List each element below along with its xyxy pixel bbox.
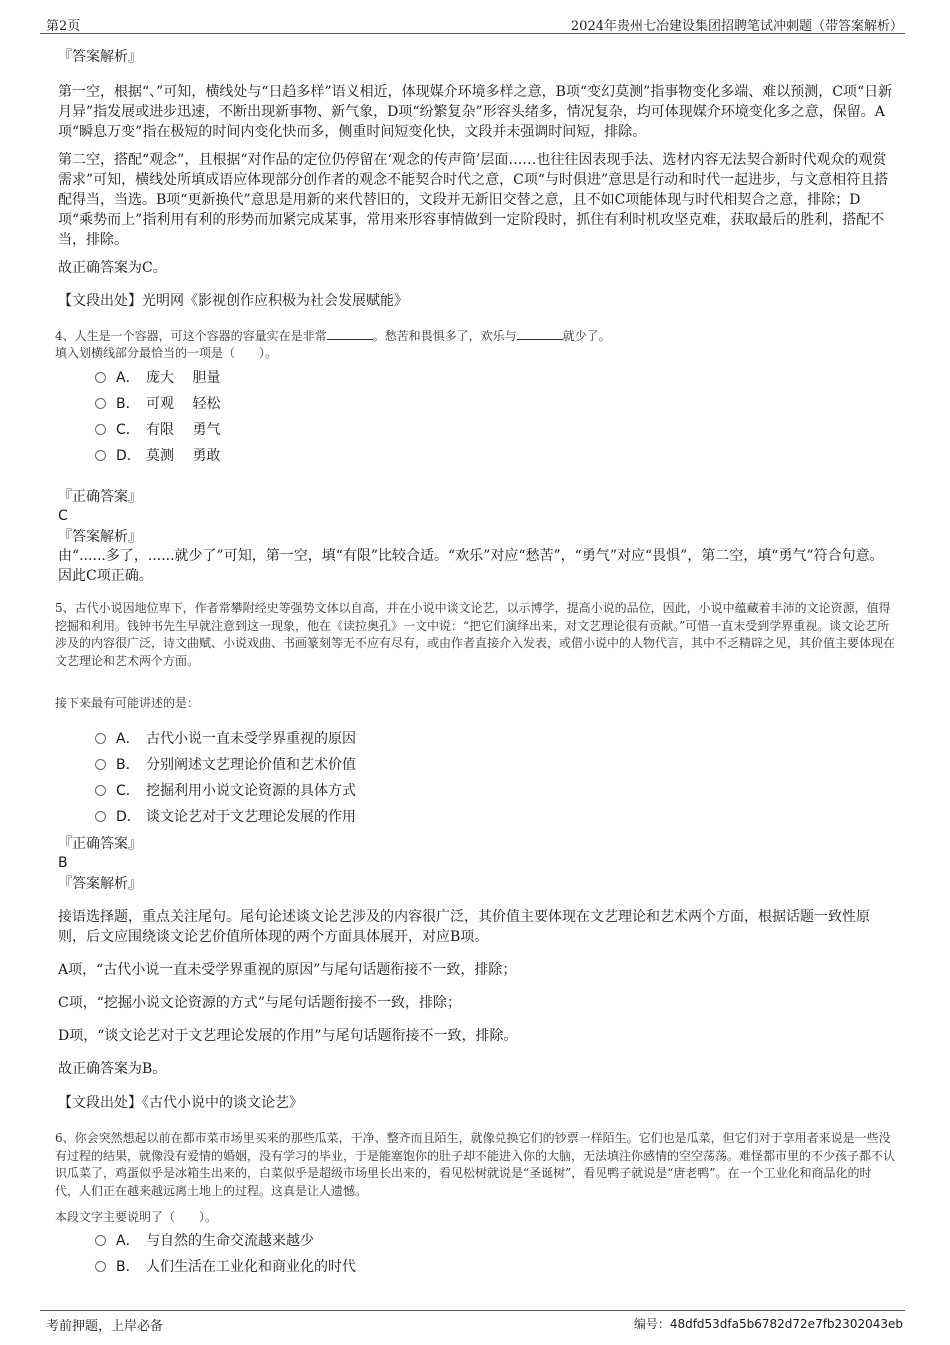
radio-icon[interactable] xyxy=(95,785,106,796)
option-text: 庞大 胆量 xyxy=(146,370,221,386)
option-letter: C． xyxy=(116,422,140,438)
q5-analysis-option-a: A项，“古代小说一直未受学界重视的原因”与尾句话题衔接不一致，排除； xyxy=(58,962,517,978)
option-text: 莫测 勇敢 xyxy=(146,448,221,464)
q5-source: 【文段出处】《古代小说中的谈文论艺》 xyxy=(58,1095,303,1111)
q5-analysis-p1: 接语选择题，重点关注尾句。尾句论述谈文论艺涉及的内容很广泛，其价值主要体现在文艺理论和艺术两个方面，根据话题一致性原则，后文应围绕谈文论艺价值所体现的两个方面具体展开，对应B项。 xyxy=(58,909,870,945)
option-letter: D． xyxy=(116,448,141,464)
option-letter: D． xyxy=(116,809,141,825)
blank-line xyxy=(517,327,563,340)
q3-source: 【文段出处】光明网《影视创作应积极为社会发展赋能》 xyxy=(58,293,408,309)
footer-motto: 考前押题，上岸必备 xyxy=(46,1319,164,1334)
q3-analysis-p2: 第二空，搭配“观念”，且根据“对作品的定位仍停留在‘观念的传声筒’层面……也往往因表现手法、选材内容无法契合新时代观众的观赏需求”可知，横线处所填成语应体现部分创作者的观念不能契合时代之意，C项“与时俱进”意思是行动和时代一起进步，与文意相符且搭配得当，当选。B项“更新换代”意思是用新的来代替旧的，文段并无新旧交替之意，且不如C项能体现与时代相契合之意，排除；D项“乘势而上”指利用有利的形势而加紧完成某事，常用来形容事情做到一定阶段时，抓住有利时机攻坚克难，获取最后的胜利，搭配不当，排除。 xyxy=(58,152,889,248)
q3-conclusion: 故正确答案为C。 xyxy=(58,260,167,276)
radio-icon[interactable] xyxy=(95,424,106,435)
radio-icon[interactable] xyxy=(95,1261,106,1272)
q5-prompt: 接下来最有可能讲述的是： xyxy=(55,696,200,710)
option-letter: A． xyxy=(116,1233,140,1249)
q4-stem-part1: 4、人生是一个容器，可这个容器的容量实在是非常 xyxy=(55,329,327,343)
q6-option-a[interactable] xyxy=(95,1231,314,1251)
option-text: 分别阐述文艺理论价值和艺术价值 xyxy=(146,757,356,773)
option-text: 挖掘利用小说文论资源的具体方式 xyxy=(146,783,356,799)
q5-option-c[interactable] xyxy=(95,781,356,801)
q5-analysis-label: 『答案解析』 xyxy=(58,876,142,892)
page-header xyxy=(40,13,905,34)
q3-analysis-label: 『答案解析』 xyxy=(58,49,142,65)
q5-option-a[interactable] xyxy=(95,729,356,749)
q5-answer-label: 『正确答案』 xyxy=(58,836,142,852)
q4-stem xyxy=(55,327,895,345)
radio-icon[interactable] xyxy=(95,450,106,461)
option-text: 可观 轻松 xyxy=(146,396,221,412)
q4-option-a[interactable] xyxy=(95,368,220,388)
q6-option-b[interactable] xyxy=(95,1257,356,1277)
q4-prompt: 填入划横线部分最恰当的一项是（ ）。 xyxy=(55,346,278,360)
document-code: 编号：48dfd53dfa5b6782d72e7fb2302043eb xyxy=(633,1317,903,1331)
q4-analysis-label: 『答案解析』 xyxy=(58,529,142,545)
option-text: 人们生活在工业化和商业化的时代 xyxy=(146,1259,356,1275)
option-letter: B． xyxy=(116,396,140,412)
q5-conclusion: 故正确答案为B。 xyxy=(58,1061,167,1077)
q6-prompt: 本段文字主要说明了（ ）。 xyxy=(55,1210,218,1224)
radio-icon[interactable] xyxy=(95,372,106,383)
blank-line xyxy=(327,327,373,340)
page-number: 第2页 xyxy=(46,19,81,34)
document-title: 2024年贵州七冶建设集团招聘笔试冲刺题（带答案解析） xyxy=(570,19,903,34)
q5-analysis-option-c: C项，“挖掘小说文论资源的方式”与尾句话题衔接不一致，排除； xyxy=(58,995,462,1011)
q4-analysis: 由“......多了，......就少了”可知，第一空，填“有限”比较合适。“欢乐”对应“愁苦”，“勇气”对应“畏惧”，第二空，填“勇气”符合句意。因此C项正确。 xyxy=(58,548,884,584)
option-letter: C． xyxy=(116,783,140,799)
option-letter: B． xyxy=(116,1259,140,1275)
q5-answer: B xyxy=(58,855,68,871)
q4-option-d[interactable] xyxy=(95,446,220,466)
q4-answer-label: 『正确答案』 xyxy=(58,489,142,505)
radio-icon[interactable] xyxy=(95,398,106,409)
option-text: 与自然的生命交流越来越少 xyxy=(146,1233,314,1249)
page-footer xyxy=(40,1310,905,1335)
q4-stem-part3: 就少了。 xyxy=(562,329,611,343)
q6-stem: 6、你会突然想起以前在都市菜市场里买来的那些瓜菜，干净、整齐而且陌生，就像兑换它们的钞票一样陌生。它们也是瓜菜，但它们对于享用者来说是一些没有过程的结果，就像没有爱情的婚姻，没有学习的毕业，于是能塞饱你的肚子却不能进入你的大脑，无法填注你感情的空空荡荡。难怪都市里的不少孩子都不认识瓜菜了，鸡蛋似乎是冰箱生出来的，白菜似乎是超级市场里长出来的，看见松树就说是“圣诞树”，看见鸭子就说是“唐老鸭”。在一个工业化和商品化的时代，人们正在越来越远离土地上的过程。这真是让人遗憾。 xyxy=(55,1131,896,1198)
radio-icon[interactable] xyxy=(95,811,106,822)
option-letter: A． xyxy=(116,370,140,386)
option-text: 有限 勇气 xyxy=(146,422,221,438)
q3-analysis-p1: 第一空，根据“、”可知，横线处与“日趋多样”语义相近，体现媒介环境多样之意，B项“变幻莫测”指事物变化多端、难以预测，C项“日新月异”指发展或进步迅速，不断出现新事物、新气象，D项“纷繁复杂”形容头绪多，情况复杂，均可体现媒介环境变化多之意，保留。A项“瞬息万变”指在极短的时间内变化快而多，侧重时间短变化快，文段并未强调时间短，排除。 xyxy=(58,84,893,140)
radio-icon[interactable] xyxy=(95,1235,106,1246)
q5-stem: 5、古代小说因地位卑下，作者常攀附经史等强势文体以自高，并在小说中谈文论艺，以示博学，提高小说的品位，因此，小说中蕴藏着丰沛的文论资源，值得挖掘和利用。钱钟书先生早就注意到这一现象，他在《读拉奥孔》一文中说：“把它们演绎出来，对文艺理论很有贡献。”可惜一直未受到学界重视。谈文论艺所涉及的内容很广泛，诗文曲赋、小说戏曲、书画篆刻等无不应有尽有，或由作者直接介入发表，或借小说中的人物代言，其中不乏精辟之见，其价值主要体现在文艺理论和艺术两个方面。 xyxy=(55,601,896,668)
q4-stem-part2: 。愁苦和畏惧多了，欢乐与 xyxy=(372,329,517,343)
q5-option-d[interactable] xyxy=(95,807,356,827)
q4-option-c[interactable] xyxy=(95,420,220,440)
radio-icon[interactable] xyxy=(95,733,106,744)
q4-answer: C xyxy=(58,508,68,524)
q5-option-b[interactable] xyxy=(95,755,356,775)
option-text: 谈文论艺对于文艺理论发展的作用 xyxy=(146,809,356,825)
q5-analysis-option-d: D项，“谈文论艺对于文艺理论发展的作用”与尾句话题衔接不一致，排除。 xyxy=(58,1028,518,1044)
q4-option-b[interactable] xyxy=(95,394,220,414)
option-text: 古代小说一直未受学界重视的原因 xyxy=(146,731,356,747)
option-letter: B． xyxy=(116,757,140,773)
radio-icon[interactable] xyxy=(95,759,106,770)
option-letter: A． xyxy=(116,731,140,747)
